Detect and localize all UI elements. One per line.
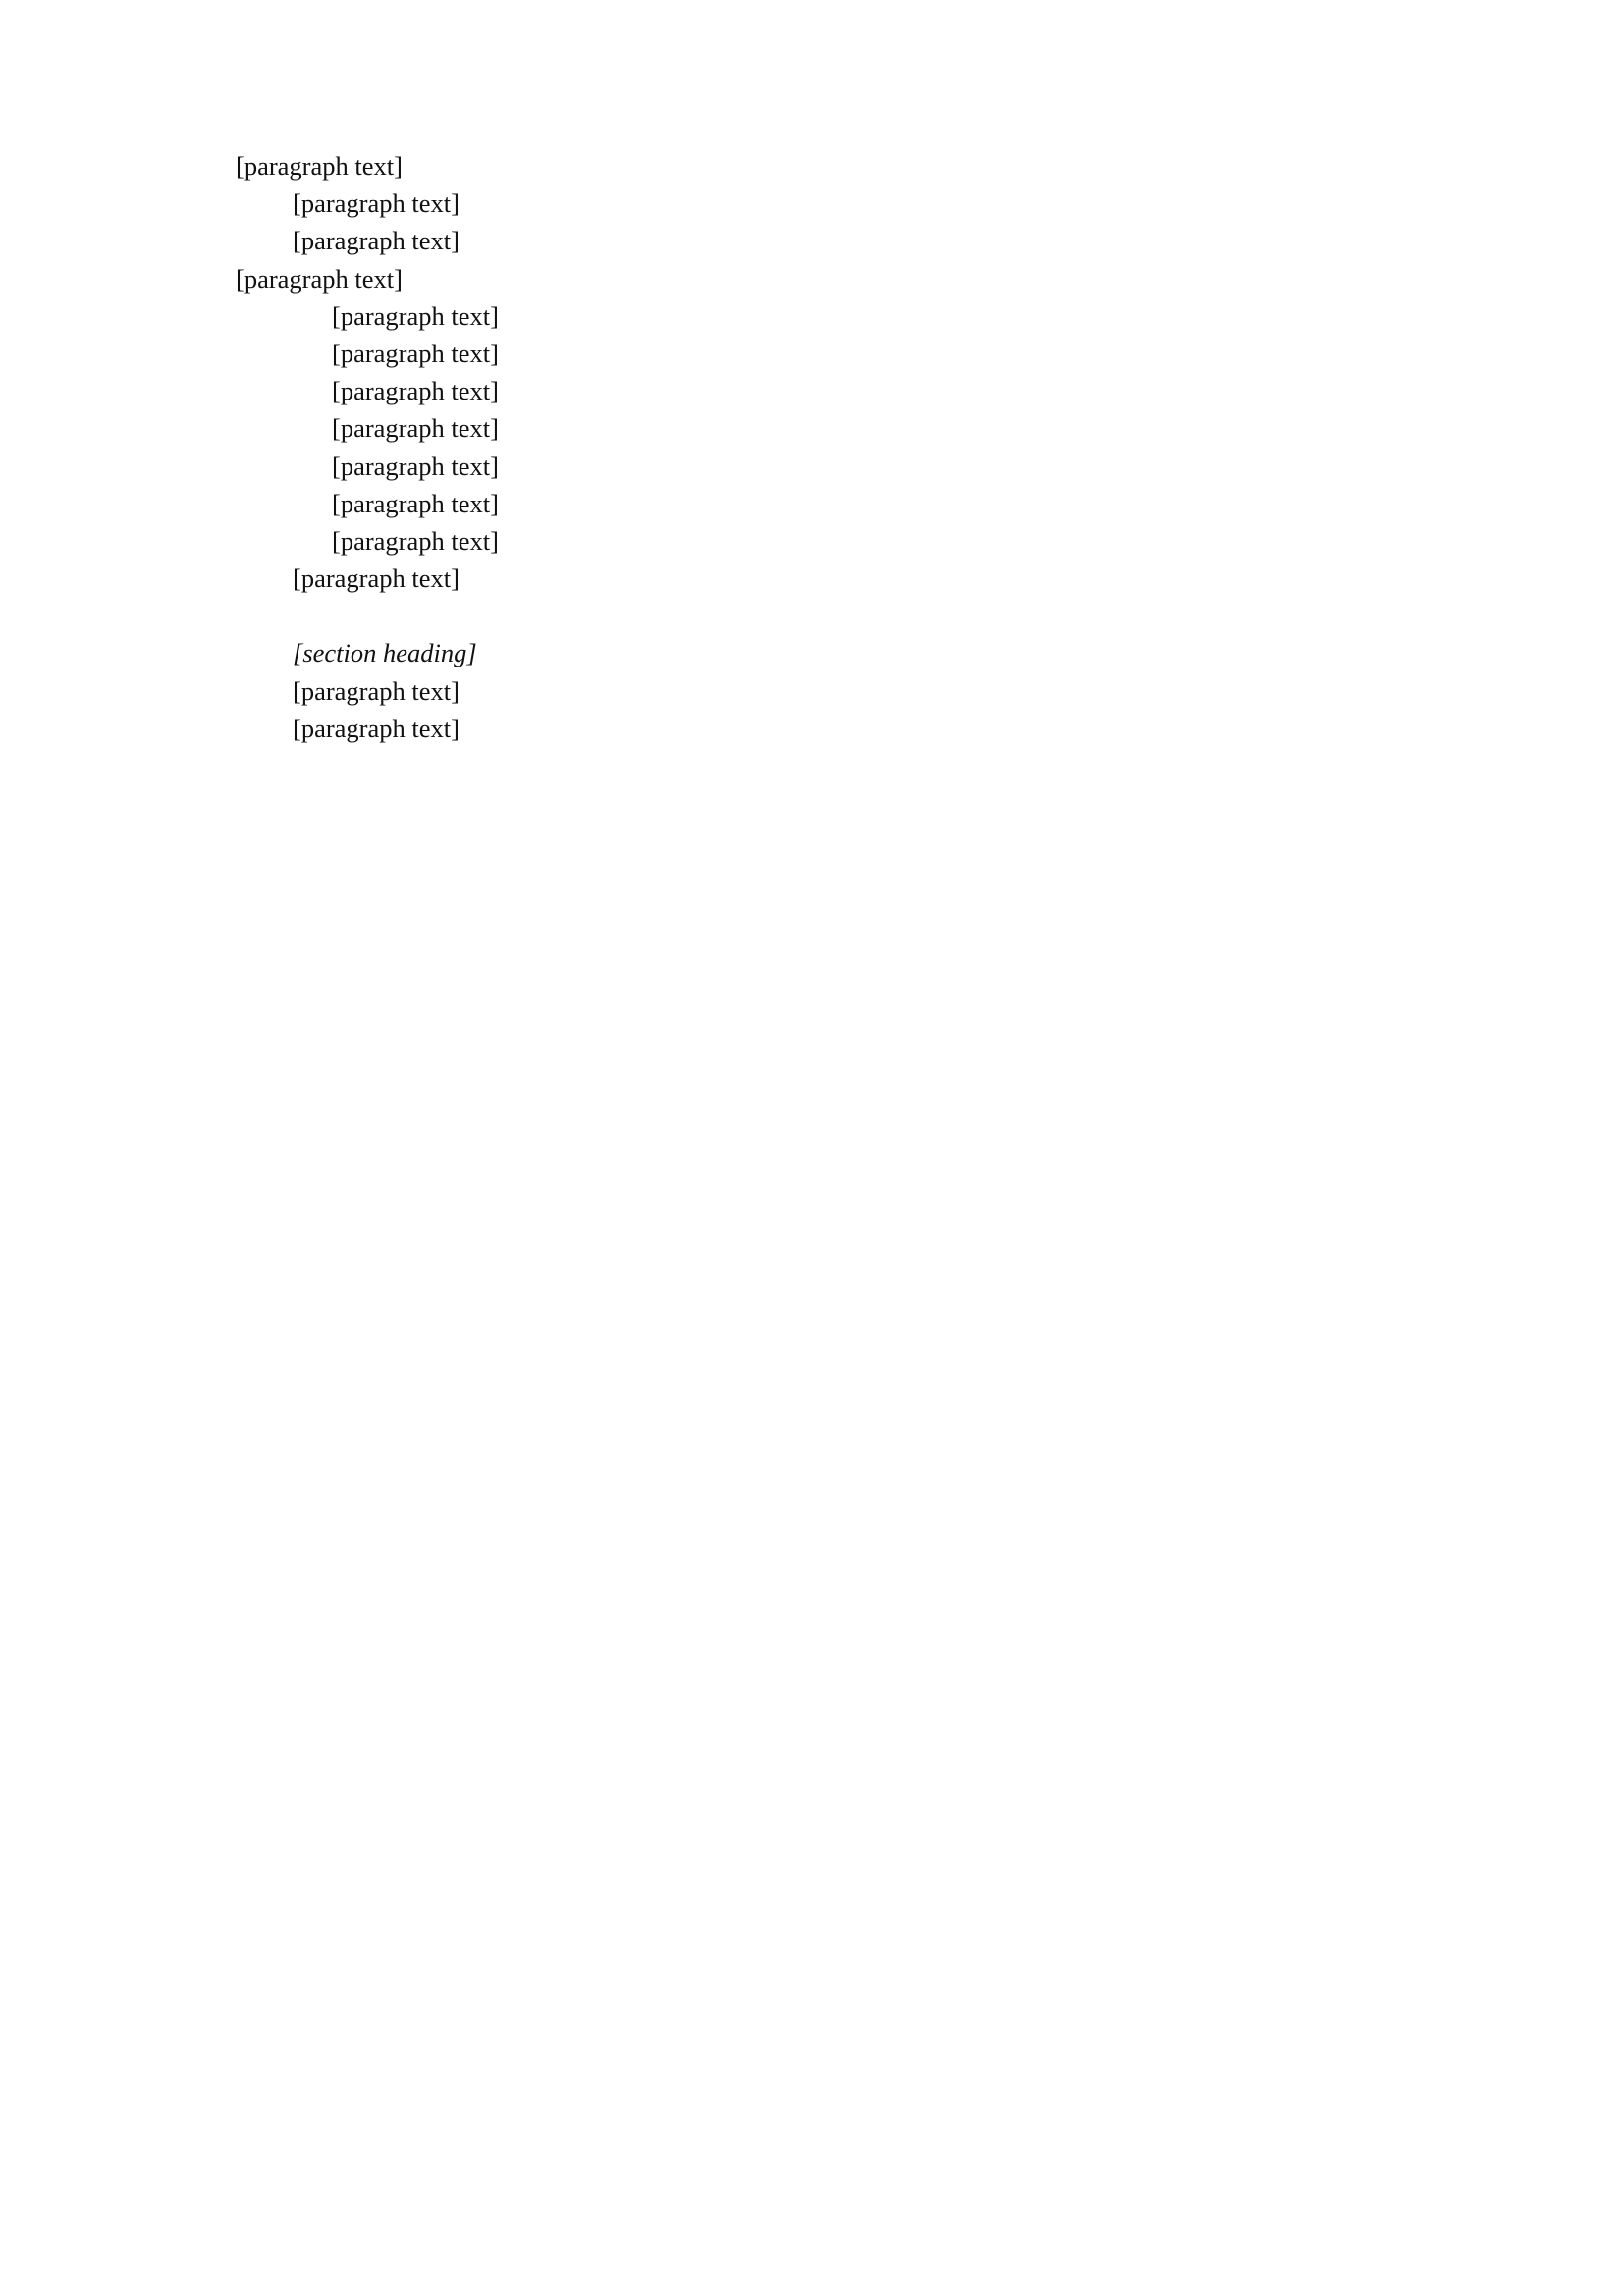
list-item-model-3: [paragraph text] <box>332 339 499 369</box>
list-item-stage-3: [paragraph text] <box>332 488 499 518</box>
paragraph-models: [paragraph text] <box>293 226 460 256</box>
paragraph-intro: [paragraph text] <box>236 151 403 181</box>
section-heading: [section heading] <box>293 638 477 668</box>
list-item-model-2: [paragraph text] <box>332 300 499 331</box>
list-item-model-1: [paragraph text] <box>236 263 403 294</box>
paragraph-stages-intro: [paragraph text] <box>332 376 499 406</box>
paragraph-general: [paragraph text] <box>293 563 460 594</box>
list-item-stage-1: [paragraph text] <box>332 413 499 444</box>
section-spacer <box>236 597 1429 634</box>
list-item-stage-4: [paragraph text] <box>332 526 499 557</box>
paragraph-legal-directions: [paragraph text] <box>293 713 460 743</box>
paragraph-definition: [paragraph text] <box>293 188 460 219</box>
paragraph-legal-basis: [paragraph text] <box>293 675 460 706</box>
list-item-stage-2: [paragraph text] <box>332 451 499 481</box>
document-page <box>236 147 1429 747</box>
